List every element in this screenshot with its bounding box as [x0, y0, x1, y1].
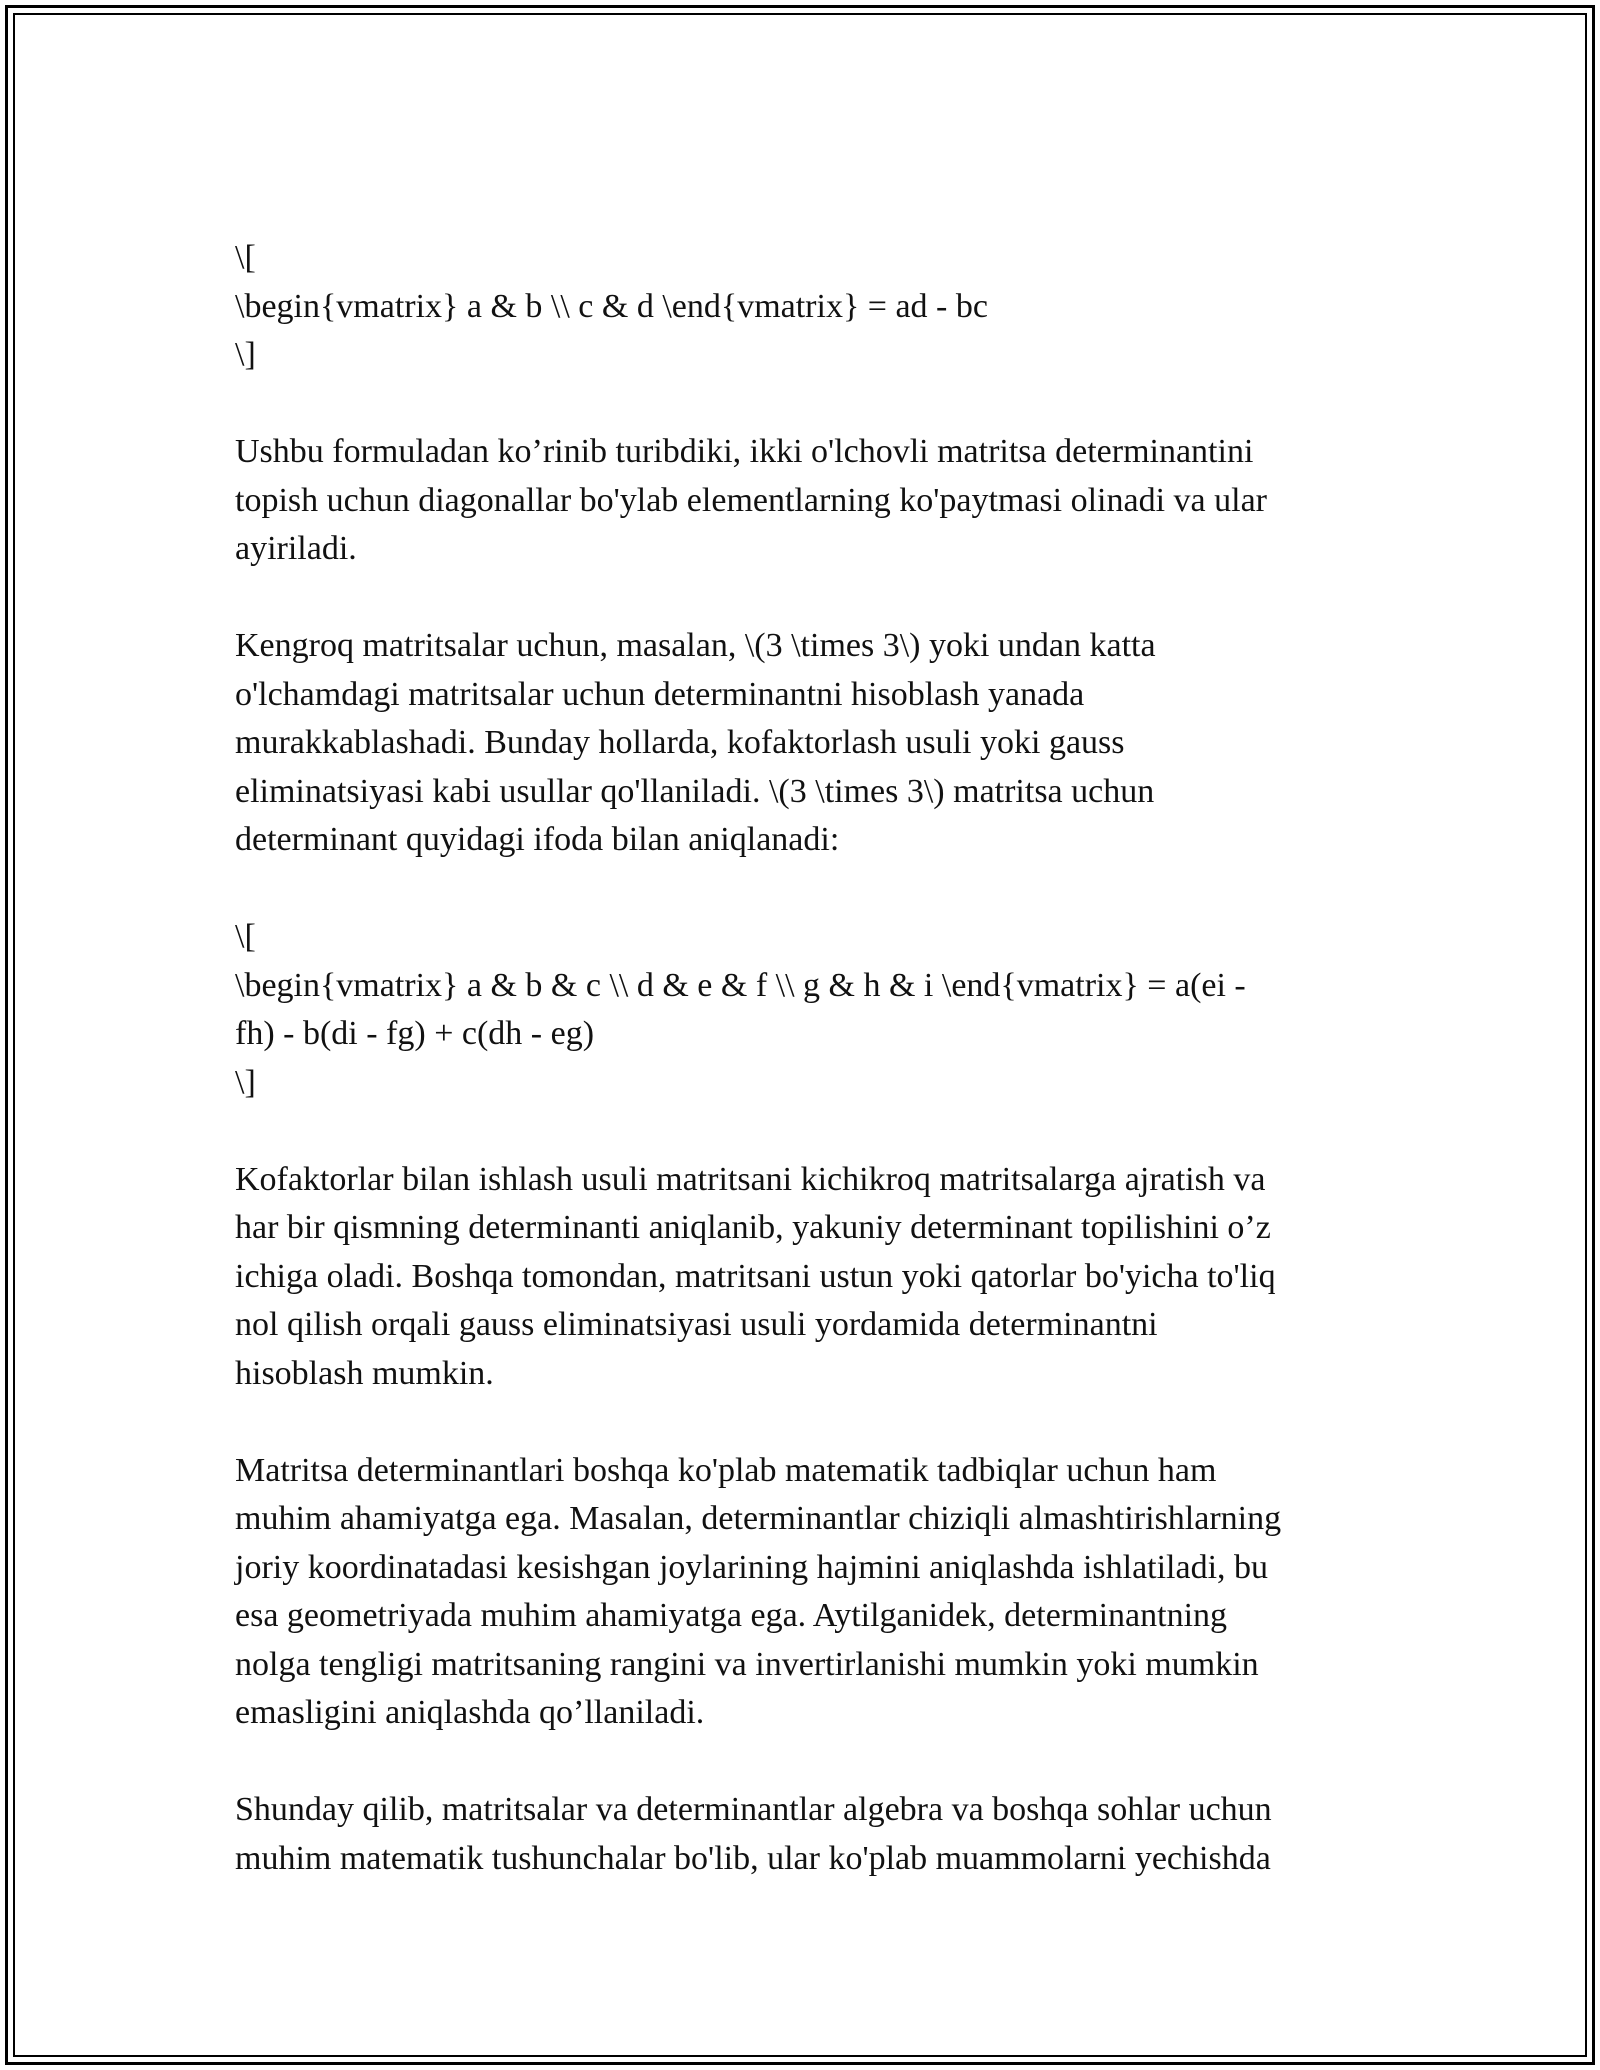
formula-line: fh) - b(di - fg) + c(dh - eg) [235, 1015, 595, 1052]
paragraph-gap [235, 1738, 1375, 1787]
text-line: muhim matematik tushunchalar bo'lib, ular ko'plab muammolarni yechishda [235, 1839, 1271, 1877]
text-line: ayiriladi. [235, 530, 357, 567]
text-line: muhim ahamiyatga ega. Masalan, determinantlar chiziqli almashtirishlarning [235, 1500, 1282, 1537]
paragraph-cofactor-method [235, 1156, 1375, 1399]
paragraph-gap [235, 1107, 1375, 1156]
text-line: topish uchun diagonallar bo'ylab elementlarning ko'paytmasi olinadi va ular [235, 481, 1267, 519]
text-line: har bir qismning determinanti aniqlanib, yakuniy determinant topilishini o’z [235, 1209, 1271, 1246]
formula-line: \] [235, 1063, 256, 1101]
formula-line: \begin{vmatrix} a & b \\ c & d \end{vmatrix} = ad - bc [235, 287, 988, 325]
text-line: nol qilish orqali gauss eliminatsiyasi usuli yordamida determinantni [235, 1306, 1158, 1343]
formula-2x2-block [235, 234, 1375, 380]
paragraph-gap [235, 574, 1375, 623]
text-line: eliminatsiyasi kabi usullar qo'llaniladi. \(3 \times 3\) matritsa uchun [235, 772, 1155, 810]
text-line: determinant quyidagi ifoda bilan aniqlanadi: [235, 821, 840, 858]
paragraph-gap [235, 380, 1375, 429]
formula-line: \begin{vmatrix} a & b & c \\ d & e & f \\ g & h & i \end{vmatrix} = a(ei - [235, 966, 1246, 1004]
text-line: emasligini aniqlashda qo’llaniladi. [235, 1694, 705, 1731]
text-line: ichiga oladi. Boshqa tomondan, matritsani ustun yoki qatorlar bo'yicha to'liq [235, 1257, 1276, 1295]
paragraph-2x2-explanation [235, 428, 1375, 574]
text-line: hisoblash mumkin. [235, 1354, 494, 1392]
text-line: Kofaktorlar bilan ishlash usuli matritsani kichikroq matritsalarga ajratish va [235, 1160, 1266, 1198]
text-line: Matritsa determinantlari boshqa ko'plab matematik tadbiqlar uchun ham [235, 1451, 1217, 1489]
document-body [235, 234, 1375, 1883]
formula-line: \[ [235, 239, 256, 276]
formula-line: \[ [235, 918, 256, 955]
paragraph-applications [235, 1447, 1375, 1738]
paragraph-larger-matrices [235, 622, 1375, 865]
formula-3x3-block [235, 913, 1375, 1107]
text-line: Shunday qilib, matritsalar va determinantlar algebra va boshqa sohlar uchun [235, 1791, 1272, 1828]
paragraph-gap [235, 865, 1375, 914]
text-line: Ushbu formuladan ko’rinib turibdiki, ikki o'lchovli matritsa determinantini [235, 433, 1254, 470]
text-line: o'lchamdagi matritsalar uchun determinantni hisoblash yanada [235, 675, 1085, 713]
formula-line: \] [235, 336, 256, 373]
text-line: esa geometriyada muhim ahamiyatga ega. Aytilganidek, determinantning [235, 1597, 1228, 1634]
text-line: murakkablashadi. Bunday hollarda, kofaktorlash usuli yoki gauss [235, 724, 1125, 761]
text-line: nolga tengligi matritsaning rangini va invertirlanishi mumkin yoki mumkin [235, 1645, 1259, 1683]
text-line: joriy koordinatadasi kesishgan joylarining hajmini aniqlashda ishlatiladi, bu [235, 1548, 1269, 1586]
paragraph-conclusion [235, 1786, 1375, 1883]
paragraph-gap [235, 1398, 1375, 1447]
text-line: Kengroq matritsalar uchun, masalan, \(3 \times 3\) yoki undan katta [235, 627, 1156, 664]
